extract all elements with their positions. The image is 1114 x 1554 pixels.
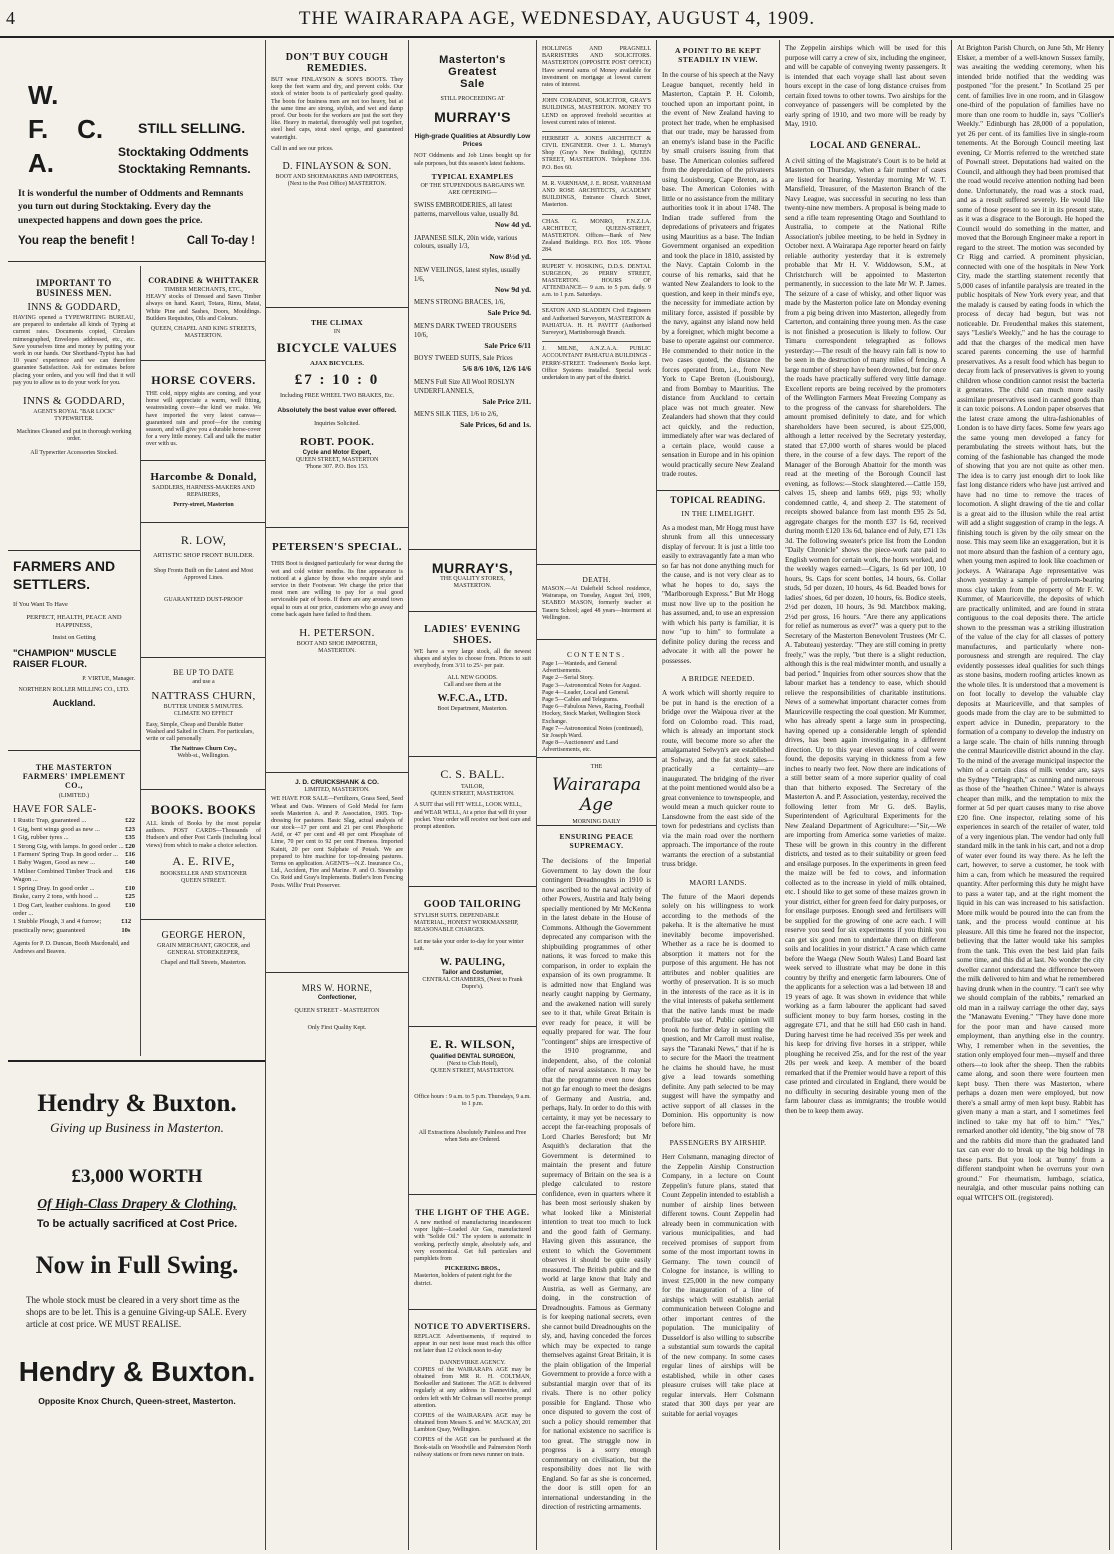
- petersen-ad: PETERSEN'S SPECIAL. THIS Boot is designed particularly for wear during the wet and cold winter months. Its fine appearance is noticed at a glance by those who require style and service in their Footwear. We charge the price that most men are willing to pay for a real good serviceable pair of boots. If there are any around town equal to ours at our price, customers who go away and come back again have failed to find them. H. PETERSON. BOOT AND SHOE IMPORTER, MASTERTON.: [266, 528, 408, 773]
- column-5: [657, 40, 780, 1550]
- sale-item-price: Now 8½d yd.: [489, 252, 531, 262]
- price-row: [13, 859, 135, 867]
- heron-ad: GEORGE HERON, GRAIN MERCHANT, GROCER, and GENERAL STOREKEEPER, Chapel and Hall Streets, Masterton.: [157, 930, 250, 967]
- steady-view-article: A POINT TO BE KEPT STEADILY IN VIEW. In the course of his speech at the Navy League banquet, recently held in Masterton, Captain P. H. Colomb, touched upon an important point, in the event of New Zealand having to protect her trade, when he emphasised that our trade, may be harassed from an enemy's island base in the Pacific by small cruisers issuing from that base. The American colonies suffered from the depredation of the privateers using Louisbourg, Cape Breton, as a base. The American Colonies with little or no assistance from the military authorities took it in about 1748. The Indian trade suffered from the depredations of privateers and frigates using Mauritius as a base. The Indian Government organised an expedition and took the place in 1810, assisted by the Navy. Captain Colomb in the course of his remarks, said that he wanted New Zealanders to look to the question, and keep in their mind's eye, the necessity for immediate action by military force, assisted if possible by the navy, against any island now held by a foreigner, which might become a base to operate against our commerce. He commended to their notice in the two cases quoted, the distance the forces operated from, i.e., from New York to Cape Breton (Louisbourg), and from Bombay to Mauritius. The distance from Auckland to certain place was not much greater. New Zealanders had shown that they could act quickly, and the reduction, immediately after war was declared of a certain place, would cause a sensation in Europe and in his opinion would practically secure New Zealand trade routes.: [662, 46, 774, 478]
- price-item-value: £25: [125, 893, 135, 901]
- price-item-value: £10: [125, 901, 135, 909]
- column-2: [266, 40, 409, 1550]
- price-item-value: £16: [125, 850, 135, 858]
- contents-list: [542, 661, 651, 754]
- price-row: [13, 826, 135, 834]
- price-item-value: £23: [125, 825, 135, 833]
- price-item-label: 1 Dog Cart, leather cushions. In good order ...: [13, 901, 111, 917]
- price-row: [13, 851, 135, 859]
- price-item-label: 1 Farmers' Spring Trap. In good order ...: [13, 850, 118, 858]
- contents-line: Page 3—Astronomical Notes for August.: [542, 682, 641, 689]
- light-of-age-ad: THE LIGHT OF THE AGE. A new method of manufacturing incandescent vapor light—Loaded Air Gas, manufactured with "Solide Oil." The system is automatic in working, perfectly simple, absolutely safe, and very economical. Get full particulars and pamphlets from PICKERING BROS., Masterton, holders of patent right for the district.: [409, 1195, 536, 1310]
- column-4: [537, 40, 657, 1550]
- price-item-label: 1 Milner Combined Timber Truck and Wagon ...: [13, 867, 113, 884]
- finlayson-ad: DON'T BUY COUGH REMEDIES. BUT wear FINLAYSON & SON'S BOOTS. They keep the feet warm and dry, and prevent colds. Our stock of winter boots is of particularly good quality. The boots for business men are not too heavy, but at the same time are strong, stylish, and wet and damp proof. Our boots for the workers are just the sort they like. Heavy in material, thoroughly well put together, steel heel caps, stout steel sprigs, and guaranteed watertight. Call in and see our prices. D. FINLAYSON & SON. BOOT AND SHOEMAKERS AND IMPORTERS, (Next to the Post Office) MASTERTON.: [266, 40, 408, 308]
- column-1: [8, 40, 266, 1550]
- price-row: [13, 893, 135, 901]
- price-item-value: £12 10s: [121, 918, 132, 934]
- sale-item: [414, 355, 531, 374]
- reap-benefit: You reap the benefit !: [18, 235, 135, 247]
- contents-line: Page 6—Fabulous News, Racing, Football Hockey, Stock Market, Wellington Stock Exchange.: [542, 704, 645, 725]
- horse-covers-ad: HORSE COVERS. THE cold, nippy nights are coming, and your horse will appreciate a warm, well fitting, weatresisting cover—the kind we make. We have imported the very latest canvas—guaranteed rain and proof—for the coming season, and will give you a durable horse-cover for a very little money. Call and talk the matter over with us.: [141, 361, 266, 461]
- sale-item-label: MEN'S STRONG BRACES, 1/6,: [414, 299, 505, 307]
- farmers-settlers-ad: FARMERS AND SETTLERS. If You Want To Have PERFECT, HEALTH, PEACE AND HAPPINESS, Insist on Getting "CHAMPION" MUSCLE RAISER FLOUR. P. VIRTUE, Manager. NORTHERN ROLLER MILLING CO., LTD. Auckland.: [8, 551, 140, 751]
- contents-line: Page 4—Leader, Local and General.: [542, 689, 630, 696]
- price-item-value: £16: [125, 867, 135, 875]
- price-row: [13, 902, 135, 919]
- horne-ad: MRS W. HORNE, Confectioner, QUEEN STREET - MASTERTON Only First Quality Kept.: [294, 983, 380, 1032]
- page-number: 4: [6, 8, 15, 28]
- sale-item-price: Sale Prices, 6d and 1s.: [460, 420, 531, 430]
- price-item-label: 1 Rustic Trap, guaranteed ...: [13, 817, 87, 825]
- harcombe-ad: Harcombe & Donald, SADDLERS, HARNESS-MAKERS AND REPAIRERS, Perry-street, Masterton: [141, 461, 266, 523]
- price-row: [13, 817, 135, 825]
- price-row: [13, 843, 135, 851]
- price-item-label: 1 Spring Dray. In good order ...: [13, 884, 95, 892]
- inns-goddard-ad: IMPORTANT TO BUSINESS MEN. INNS & GODDARD, HAVING opened a TYPEWRITING BUREAU, are prepared to undertake all kinds of Typing at current rates. Documents copied, Circulars mimeographed, Envelopes addressed, etc., etc. Save yourselves time and money by putting your work in our hands. Our Shorthand-Typist has had 10 years' experience and we can therefore guarantee Satisfaction. Ask for estimates before placing your orders, and you will find that it will pay you to allow us to do your work for you. INNS & GODDARD, AGENTS ROYAL "BAR LOCK" TYPEWRITER. Machines Cleaned and put in thorough working order. All Typewriter Accessories Stocked.: [8, 266, 140, 551]
- sale-item-price: Now 9d yd.: [494, 284, 531, 294]
- sale-item: [414, 379, 531, 406]
- sale-item-label: MEN'S DARK TWEED TROUSERS 10/6,: [414, 322, 517, 339]
- pauling-ad: GOOD TAILORING STYLISH SUITS. DEPENDABLE MATERIAL, HONEST WORKMANSHIP, REASONABLE CHARGES. Let me take your order to-day for your winter suit. W. PAULING, Tailor and Costumier, CENTRAL CHAMBERS, (Next to Frank Dupre's).: [409, 887, 536, 1027]
- price-row: [13, 885, 135, 893]
- price-item-label: Brake, carry 2 tons, with hood ...: [13, 893, 99, 901]
- still-selling: STILL SELLING.: [138, 120, 246, 136]
- contents-line: Page 8—Auctioneers' and Land Advertisements, etc.: [542, 740, 619, 754]
- price-item-label: 1 Baby Wagon, Good as new ...: [13, 859, 96, 867]
- contents-line: Page 5—Cables and Telegrams.: [542, 696, 619, 703]
- implement-co-ad: THE MASTERTON FARMERS' IMPLEMENT CO., (LIMITED.) HAVE FOR SALE- 1 Rustic Trap, guaranteed ... £22 1 Gig, bent wings good as new ... £23 1 Gig, rubber tyres ... £35 1 Strong Gig, with lamps. In good order ... £20 1 Farmers' Spring Trap. In good order ... £16 1 Baby Wagon, Good as new ... £40 1 Milner Combined Timber Truck and Wagon ... £16 1 Spring Dray. In good order ... £10 Brake, carry 2 tons, with hood ... £25 1 Dog Cart, leather cushions. In good order ... £10 1 Stubble Plough, 3 and 4 furrow; practically new; guaranteed £12 10s Agents for P. D. Duncan, Booth Macdonald, and Andrews and Beaven.: [13, 763, 135, 955]
- sale-item: [414, 411, 531, 430]
- column-3: [409, 40, 537, 1550]
- sale-item: [414, 299, 531, 318]
- hendry-buxton-ad: Hendry & Buxton. Giving up Business in Masterton. £3,000 WORTH Of High-Class Drapery & Clothing, To be actually sacrificed at Cost Price. Now in Full Swing. The whole stock must be cleared in a very short time as the shops are to be let. This is a genuine Giving-up SALE. Every article at cost price. WE MUST REALISE. Hendry & Buxton. Opposite Knox Church, Queen-street, Masterton.: [8, 1060, 266, 1548]
- price-row: [13, 868, 135, 885]
- sale-item-label: NEW VEILINGS, latest styles, usually 1/6,: [414, 267, 521, 283]
- climax-ad: THE CLIMAX IN BICYCLE VALUES AJAX BICYCLES. £7 : 10 : 0 Including FREE WHEEL TWO BRAKES, Etc. Absolutely the best value ever offered. Inquiries Solicited. ROBT. POOK. Cycle and Motor Expert, QUEEN STREET, MASTERTON 'Phone 307. P.O. Box 153.: [266, 308, 408, 528]
- sale-item-label: MEN'S Full Size All Wool ROSLYN UNDERFLANNELS,: [414, 378, 515, 395]
- price-item-value: £40: [125, 859, 135, 867]
- sale-item-price: Sale Price 2/11.: [482, 396, 531, 406]
- wfca-letters: W. F. C. A.: [28, 80, 104, 178]
- sale-item-price: Sale Price 6/11: [484, 340, 531, 350]
- column-1-right: [141, 266, 266, 1056]
- wfca-ad: [8, 40, 265, 262]
- newspaper-title: THE WAIRARAPA AGE, WEDNESDAY, AUGUST 4, 1909.: [298, 8, 816, 29]
- cruickshank-ad: J. D. CRUICKSHANK & CO. LIMITED, MASTERTON. WE HAVE FOR SALE—Fertilizers, Grass Seed, Seed Wheat and Oats. Winners of Gold Medal for farm seeds Masterton A. and P. Association, 1905. Top-dressing for pastures. Basic Slag, actual analysis of our stock—17 per cent and 21 per cent Phosphoric Acid, or 47 per cent and 49 per cent Phosphate of Lime, 70 per cent to 92 per cent Fineness. Imported Kainit, 20 per cent Sulphate of Potash. We are prepared to hire machine for top-dressing pastures. Terms on application. AGENTS—N.Z. Insurance Co., Ltd., Accident, Fire and Marine. P. and O. Steamship Co. Reid and Gray's Implements. Butler's Iron Fencing Posts. Willis' Fruit Preserver.: [266, 773, 408, 973]
- ladies-shoes-ad: LADIES' EVENING SHOES. WE have a very large stock, all the newest shapes and styles to choose from. Prices to suit everybody, from 3/11 to 25/- per pair. ALL NEW GOODS. Call and see them at the W.F.C.A., LTD. Boot Department, Masterton.: [409, 612, 536, 757]
- paper-flag: THE Wairarapa Age MORNING DAILY: [537, 758, 656, 826]
- price-row: [13, 918, 135, 935]
- sale-item-label: SWISS EMBROIDERIES, all latest patterns, marvellous value, usually 8d.: [414, 202, 519, 219]
- price-row: [13, 834, 135, 842]
- price-item-label: 1 Strong Gig, with lamps. In good order ...: [13, 842, 124, 850]
- professional-cards: HOLLINGS AND PRAGNELL BARRISTERS AND SOLICITORS. MASTERTON (OPPOSITE POST OFFICE) Have several sums of Money available for investment on mortgage at lowest current rates of interest. JOHN CORADINE, SOLICITOR, GRAY'S BUILDINGS, MASTERTON. MONEY TO LEND on approved freehold securities at lowest current rates of interest. HERBERT A. JONES ARCHITECT & CIVIL ENGINEER. Over J. L. Murray's Shop (Gray's New Building), QUEEN STREET, MASTERTON. Telephone 336. P.O. Box 60. M. R. VARNHAM, J. E. ROSE. VARNHAM AND ROSE ARCHITECTS, ACADEMY BUILDINGS, Entrance Church Street, Masterton. CHAS. G. MONRO, F.N.Z.I.A. ARCHITECT, QUEEN-STREET, MASTERTON. Offices—Bank of New Zealand Buildings. P.O. Box 105. 'Phone 284. RUPERT V. HOSKING, D.D.S. DENTAL SURGEON, 26 PERRY STREET, MASTERTON. HOURS OF ATTENDANCE— 9 a.m. to 5 p.m. daily. 9 a.m. to 1 p.m. Saturdays. SEATON AND SLADDEN Civil Engineers and Authorised Surveyors, MASTERTON & PAHIATUA. H. H. PAVITT (Authorised Surveyor), Martinborough Branch. J. MILNE, A.N.Z.A.A. PUBLIC ACCOUNTANT PAHIATUA BUILDINGS - PERRY-STREET. Tradesmen's Books kept. Office Systems installed. Special work undertaken in any part of the district.: [537, 40, 656, 565]
- sale-item-label: JAPANESE SILK, 20in wide, various colours, usually 1/3,: [414, 234, 518, 251]
- nattrass-ad: BE UP TO DATE and use a NATTRASS CHURN, BUTTER UNDER 5 MINUTES. CLIMATE NO EFFECT Easy, Simple, Cheap and Durable Butter Washed and Salted in Churn. For particulars, write or call personally The Nattrass Churn Coy., Webb-st., Wellington.: [141, 658, 266, 790]
- column-6: [780, 40, 952, 1550]
- call-today: Call To-day !: [186, 235, 255, 247]
- sale-item-label: MEN'S SILK TIES, 1/6 to 2/6,: [414, 411, 498, 419]
- masthead: [0, 0, 1114, 38]
- sale-item: [414, 323, 531, 350]
- sale-item: [414, 202, 531, 229]
- wfca-body: It is wonderful the number of Oddments and Remnants you turn out during Stocktaking. Every day the unexpected happens and down goes the price.: [18, 189, 244, 226]
- price-item-value: £35: [125, 834, 135, 842]
- price-item-label: 1 Stubble Plough, 3 and 4 furrow; practically new; guaranteed: [13, 918, 102, 934]
- local-general-body: A civil sitting of the Magistrate's Court is to be held at Masterton on Thursday, when a fair number of cases are listed for hearing. Yesterday morning Mr W. T. Mansfield, Treasurer, of the Masterton Branch of the Navy League, was successful in securing no less than twenty-nine new members. A proposal is being made to send a rifle team representing Otago and Southland to Australia, to compete at the National Rifle Association's jubilee meeting, to be held in Sydney in October next. A Wairarapa Age reporter heard on fairly reliable authority yesterday that it is extremely probable that Mr H. V. Widdowson, S.M., at Christchurch will be appointed to Masterton permanently, in succession to the late Mr W. P. James. The seizure of a case of whisky, and other liquor was made by the Masterton police late on Monday evening from a pig being driven into Masterton, allegedly from Carterton, and containing three young men. As the case is not finished a prosecution is likely to follow. Our Timaru correspondent telegraphed as follows yesterday:—The result of the heavy rain fall is now to be seen in the destruction of many miles of fencing. A large number of sheep have been drowned, but for once the roads have practically suffered very little damage. Excellent reports are being received by the promoters of the Wellington Farmers Meat Freezing Company as to the progress of the canvass for shareholders. The amount promised definitely to date, and for which shareholders have been secured, is about £25,000, although a letter received by the Secretary yesterday, stated that £7,000 worth of shares would be placed there, in the course of a few days. The report of the Manager of the Borough Abattoir for the month was read at the meeting of the Borough Council last evening, as follows:—Stock slaughtered.—Cattle 159, calves 15, sheep and lambs 669, pigs 93; wholly condemned cattle, 4, and sheep 2. The statement of receipts showed balance from last month £95 2s 5d, aggregate charges for the month £37 1s 6d, received during month £120 13s 6d, balance end of July, £71 13s 3d. The following sweater's price list from the London "Daily Chronicle" shows the piece-work rate paid to English women for certain work, the hours worked, and the weekly wages earned:—Cigars, 1s 6d per 100, 10 hours, 9s. Caps for scent bottles, 14 hours, 6s. Collar studs, 5d per dozen, 10 hours, 4s 6d. Beaded bows for ladies' shoes, 6d per dozen, 10 hours, 6s. Bodice steels, 2½d per dozen, 10 hours, 3s 9d. Matchbox making, 2½d per gross, 16 hours. "Are there any applications for relief as numerous as ever?" was a query put to the Secretary of the Masterton Benevolent Trustees (Mr C. A. Tabuteau) yesterday. "They are still coming in pretty freely," was the reply, "but there is a slight reduction, although this is the real midwinter month, and usually a bad period." Inquiries from other sources show that the labour market has a tendency to ease, which should relieve the responsibilities of charitable institutions. News of a somewhat important character comes from Mauriceville respecting the coal question. Mr Kummer, who has already spent a large sum in prospecting, having opened up a considerable length of splendid drives, has been again investigating in a different direction. Up to this year eleven seams of coal were found, the deposits varying in thickness from a few inches to nearly two feet. Now there are indications of a still better seam of a more superior quality of coal than that hitherto exposed. The Secretary of the Masterton A. and P. Association, yesterday, received the following letter from Mr G. deS. Baylis, Superintendent of Agricultural Experiments for the New Zealand Department of Agriculture:—"Sir,—We are importing from America some varieties of maize. These will be grown in this country in the different districts, and tested as to their suitability or green feed and ensilage purposes. In the experiments in green feed the maize will be fed to cows, and information collected as to the increase in yield of milk obtained, etc. I should like to get some of these maizes grown in your district, either for green feed for dairy purposes, or for ensilage purposes. Enough seed and fertilisers will be supplied for the growing of one acre each. I will reserve you seed for six experiments if you think you can get six good men to undertake them on different soils and localities in your district." A case which came before the Waega (New South Wales) Land Board last week served to illustrate what may be done in this country by thrifty and energetic farm labourers. One of the applicants for a selection was a lad between 18 and 19 years of age. It was shown in evidence that while working as a farm labourer the applicant had saved sufficient money to buy farm horses, costing in the aggregate £71, and that he still had £60 cash in hand. During harvest time he had received 35s per week and his keep for driving five horses in a stripper, while ploughing he received 25s, and for the rest of the year 20s per week and keep. A member of the board remarked that if the Premier would have a report of this case printed and circulated in England, there would be no difficulty in securing desirable young men of the farm labourer class as immigrants; the trouble would then be to keep them away.: [785, 156, 947, 1115]
- implement-list: [13, 817, 135, 935]
- death-notice: DEATH. MASON.—At Dalefield School residence, Wairarapa, on Tuesday, August 3rd, 1909, SEABEO MASON, formerly teacher at Taueru School; aged 48 years—Interment at Wellington.: [537, 565, 656, 640]
- ball-ad: C. S. BALL. TAILOR, QUEEN STREET, MASTERTON. A SUIT that will FIT WELL, LOOK WELL, and WEAR WELL, At a price that will fit your pocket. Your order will receive our best care and prompt attention.: [409, 757, 536, 887]
- contents-line: Page 7—Astronomical Notes (continued), Sir Joseph Ward.: [542, 725, 643, 739]
- murrays-sale-ad: Masterton's Greatest Sale STILL PROCEEDING AT MURRAY'S High-grade Qualities at Absurdly Low Prices NOT Oddments and Job Lines bought up for sale purposes, but this season's latest fashions. TYPICAL EXAMPLES OF THE STUPENDOUS BARGAINS WE ARE OFFERING— SWISS EMBROIDERIES, all latest patterns, marvellous value, usually 8d. Now 4d yd. JAPANESE SILK, 20in wide, various colours, usually 1/3, Now 8½d yd. NEW VEILINGS, latest styles, usually 1/6, Now 9d yd. MEN'S STRONG BRACES, 1/6, Sale Price 9d. MEN'S DARK TWEED TROUSERS 10/6, Sale Price 6/11 BOYS' TWEED SUITS, Sale Prices 5/6 8/6 10/6, 12/6 14/6 MEN'S Full Size All Wool ROSLYN UNDERFLANNELS, Sale Price 2/11. MEN'S SILK TIES, 1/6 to 2/6, Sale Prices, 6d and 1s.: [409, 40, 536, 550]
- sale-item-price: Sale Price 9d.: [487, 308, 531, 318]
- sale-item: [414, 267, 531, 294]
- editorial: ENSURING PEACE SUPREMACY. The decisions of the Imperial Government to lay down the four contingent Dreadnoughts in 1910 is now ascribed to the naval activity of other Powers, Austria and Italy being specially mentioned by Mr McKenna in the latest debate in the House of Commons. Although the Government deprecated any comparison with the shipbuilding programmes of other nations, it was forced to make this comparison, in order to explain the expansion of its own programme. It is admitted now that England was nearly caught napping by Germany, and the awakened nation will surely see to it that, while Great Britain is ever ready for peace, it will be equally prepared for war. The four "contingent" ships are irrespective of the 1910 programme, and independent, also, of the colonial offer of naval assistance. It may be that the programme even now does not go far enough to meet the designs of Germany and Austria, and, perhaps, Italy. In order to do this with certainty, it may yet be necessary to accept the far-reaching proposals of Lord Charles Beresford; but Mr Asquith's declaration that the Government is determined to maintain the present and future supremacy of Britain on the sea is a pledge calculated to restore confidence, even in quarters where it has been most seriously shaken by what looked like a Ministerial intention to treat too much to luck and the good faith of Germany. Having given this assurance, the extent to which the Government observes it should be quite easily measured. The British public and the world at large know that Italy and Austria, as well as Germany, are doing, in the construction of Dreadnoughts. Famous as Germany is for keeping national secrets, even she cannot build Dreadnoughts on the sly, and, having conceded the forces which may be expected to range themselves against Great Britain, it is the plain obligation of the Imperial Government to provide a force with a substantial margin over that of its rivals. There is no other policy possible for England. Those who once disputed to govern the cost of such a policy should remember that for national existence no sacrifice is too great. The struggle now in progress is a sorry enough commentary on civilisation, but the responsibility does not lie with England. So far as she is concerned, the door is still open for an international understanding in the direction of restricting armaments.: [542, 832, 651, 1511]
- contents: CONTENTS. Page 1—Wanteds, and General Advertisements. Page 2—Serial Story. Page 3—Astronomical Notes for August. Page 4—Leader, Local and General. Page 5—Cables and Telegrams. Page 6—Fabulous News, Racing, Football Hockey, Stock Market, Wellington Stock Exchange. Page 7—Astronomical Notes (continued), Sir Joseph Ward. Page 8—Auctioneers' and Land Advertisements, etc.: [537, 640, 656, 758]
- column-7: [952, 40, 1110, 1550]
- price-item-label: 1 Gig, rubber tyres ...: [13, 834, 69, 842]
- low-ad: R. LOW, ARTISTIC SHOP FRONT BUILDER. Shop Fronts Built on the Latest and Most Approved Lines. GUARANTEED DUST-PROOF: [141, 523, 266, 658]
- sale-items-list: [414, 202, 531, 430]
- newspaper-logo: Wairarapa Age: [551, 775, 642, 816]
- notice-advertisers: NOTICE TO ADVERTISERS. REPLACE Advertisements, if required to appear in our next issue must reach this office not later than 12 o'clock noon to-day DANNEVIRKE AGENCY. COPIES of the WAIRARAPA AGE may be obtained from MR R. H. COLTMAN, Bookseller and Stationer. The AGE is delivered regularly at any address in Dannevirke, and orders left with Mr Coltman will receive prompt attention. COPIES of the WAIRARAPA AGE may be obtained from Messrs S. and W. MACKAY, 201 Lambton Quay, Wellington. COPIES of the AGE can be purchased at the Book-stalls on Woodville and Palmerston North railway stations or from news runner on train.: [414, 1322, 531, 1458]
- sale-item: [414, 235, 531, 262]
- murrays-quality-ad: MURRAY'S, THE QUALITY STORES, MASTERTON.: [409, 550, 536, 612]
- sale-item-price: Now 4d yd.: [494, 219, 531, 229]
- sale-item-label: BOYS' TWEED SUITS, Sale Prices: [414, 355, 513, 363]
- airship-continued: The Zeppelin airships which will be used for this purpose will carry a crew of six, including the engineer, and will be capable of conveying twenty passengers. It is intended that each voyage shall last about seven hours except in the case of long distance cruises from certain fixed towns to other towns. Two airships for the conveyance of passengers will be completed by the early spring of 1910, and two more will be ready by May, 1910.: [785, 44, 946, 128]
- price-item-value: £20: [125, 842, 135, 850]
- topical-reading: TOPICAL READING. IN THE LIMELIGHT. As a modest man, Mr Hogg must have shrunk from all this unnecessary display of fervour. It is just a little too easily to extravagantly fate a man who so far has not done anything much for the cause, and is not very clear as to what he hopes to do, says the "Marlborough Express." But Mr Hogg must now live up to the position he has assumed, and, to use an expression with which his party is familiar, it is now "up to him" to formulate a definite policy during the recess and advocate it with all the power he possesses. A BRIDGE NEEDED. A work which will shortly require to be put in hand is the erection of a bridge over the Waipoua river at the ford on Colombo road. This road, which is already an important stock route, will become more so after the amalgamated Selwyn's are established at Solway, and the fat stock sales—practically a certainty—are inaugurated. The bridging of the river at the point mentioned would also be a great convenience to townspeople, and would mean a much quicker route to Lansdowne from the east side of the town for pedestrians and cyclists than via the main road over the northern approach. The importance of the route warrants the erection of a substantial truss bridge. MAORI LANDS. The future of the Maori depends solely on his willingness to work according to the methods of the pakeha. It is the alternative he must inevitably become impoverished. Whether as a race he is doomed to absorption it matters not for the purpose of this argument. He has not attributes and nobler qualities are worthy of preservation. It is so much in the interests of the race as it is in the vital interests of pakeha settlement that the native lands must be made profitable use of. Public opinion will brook no further delay in settling the question, and Mr Carroll must realise, says the "Taranaki News," that if he is to secure for the Maori the treatment he claims he should have, he must give a lead towards something definite. Any path selected to be may suggest will have the sympathy and active support of all classes in the Dominion. His opportunity is now before him. PASSENGERS BY AIRSHIP. Herr Colsmann, managing director of the Zeppelin Airship Construction Company, in a lecture on Count Zeppelin's future plans, stated that Count Zeppelin intended to establish a number of airship lines between different towns. Count Zeppelin had already been in communication with various municipalities, and had received promises of support from some of the most important towns in Germany. The town council of Cologne for instance, is willing to invest £25,000 in the new company for the inauguration of a line of airships which will establish aerial communication between Cologne and other important centres of the population. The municipality of Dusseldorf is also willing to subscribe a substantial sum towards the capital of the new company. In some cases regular lines of airships will be established, while in other cases pleasure cruises will take place at regular intervals. Herr Colsmann stated that 300 days per year are suitable for aerial voyages: [657, 490, 779, 1424]
- wilson-ad: E. R. WILSON, Qualified DENTAL SURGEON, (Next to Club Hotel), QUEEN STREET, MASTERTON. Office hours : 9 a.m. to 5 p.m. Thursdays, 9 a.m. to 1 p.m. All Extractions Absolutely Painless and Free when Sets are Ordered.: [409, 1027, 536, 1195]
- column-1-left: [8, 266, 141, 1056]
- contents-line: Page 2—Serial Story.: [542, 675, 594, 682]
- sale-item-price: 5/6 8/6 10/6, 12/6 14/6: [462, 364, 531, 374]
- stocktaking-text: Stocktaking Oddments Stocktaking Remnants.: [118, 145, 251, 176]
- price-item-label: 1 Gig, bent wings good as new ...: [13, 825, 100, 833]
- books-ad: BOOKS. BOOKS ALL kinds of Books by the most popular authors. POST CARDS—Thousands of Hudson's and other Post Cards (including local views) from which to make a choice selection. A. E. RIVE, BOOKSELLER AND STATIONER QUEEN STREET.: [141, 790, 266, 920]
- column-7-body: At Brighton Parish Church, on June 5th, Mr Henry Elsker, a member of a well-known Sussex family, was awaiting the wedding ceremony, when his intended bride notified that the wedding was postponed "for the present." In Scotland 25 per cent. of families live in one room, and in Glasgow one-third of the population of families have no more than one room to huddle in, says "Collier's Weekly." Edinburgh has 28,000 of a population, yet 26 per cent. of its families live in single-room tenements. At the Borough Council meeting last evening, Cr Morris referred to the wretched state of Pownall street. Deputations had waited on the Council, and although they had been promised that the road would receive attention nothing had been done. Unfortunately, the road was a stock road, and as a result suffered severely. He would like some of those present to see it in its present state, as it was a disgrace to the Borough. He hoped the Council would do something in the matter, and moved that the Borough Engineer make a report in regard to the street. The motion was seconded by Cr Rigg and carried. A prominent physician, connected with one of the hospitals in New York City, made the startling statement recently that 5,000 cases of infantile paralysis are treated in the public hospitals of New York every year, and that the malady is caused by eating foods in which the process of decay had begun, but was not noticeable. Dr. Freudenthal makes this statement, says "Leslie's Weekly," and he has the courage to add that the charges of the medical men have scared parents concerning the use of harmful preservatives. As a result food which has begun to decay from lack of preservatives is given to young children whose condition cannot resist the bacteria it generates. The child can much more easily assimilate preservatives used in canned goods than it can toxic poisons. A London paper observes that the latest craze among the ultra-fashionables of London is to have dirty faces. Some few years ago the same young men developed a fancy for perambulating the streets without hats, but the coming of the fashionable has changed the mode of showing that you are not quite as other men. The idea is to carry just enough dirt to look like fast long distance riders who have just arrived and have had no time to remove the traces of locomotion. A slight drawing of the tie and collar is a great aid to the illusion while the real artist will add a slight suggestion of cramp in the legs. A finishing touch is given by the oily smear on the nose. This may seem like an exaggeration, but it is not more absurd than the fashion of a century ago, when young men aspired to look like coachmen or jockeys. A Wairarapa Age representative was shown yesterday a sample of petroleum-bearing moss clay taken from the property of Mr F. W. Kummer, of Mauriceville, the deposits of which are practically unlimited, and are found in strata contiguous to the coal deposits there. The article shown to the pressman was a striking illustration of the value of the clay for all classes of pottery manufactures, and particularly where non-porousness and strength are required. The clay evidently possesses ideal qualities for such things as stone basins, modern roofing articles known as the whole tiles. It is understood that a movement is on foot locally to develop the valuable clay deposits at Mauriceville, and that samples of goods made from the clay are to be submitted to expert advice in Dunedin, preparatory to the formation of a company to develop the industry on a large scale. The chain of hills running through the central Mauriceville district abound in the clay. To the mind of the average municipal inspector the whim of a certain class of milk vendor are, says the Sydney "Telegraph," as cunning and numerous as those of the "heathen Chinee." Water is always cheaper than milk, and the temptation to mix the former at 5d per quart causes many to rise above £20 fine. One inspector, relating some of his experiences in search of the retailer of water, told of a very ingenious plan. The vendor had only full standard milk in the tank in his cart, and not a drop of water ever found its way there. As he left the cart, however, to serve a customer, he took with him a can, from which he measured the required quantity. After performing this duty he might have to pass a water tap, and at the right moment the liquid in his can was increased to his satisfaction. More milk would be poured into the can from the tank, and the process would continue at his pleasure. All this time he feared not the inspector, believing that the latter would take his samples from the tank. This even the best laid plan fails some time, and this did at last. No wonder the city dweller cannot understand the difference between the milk delivered to him and what he remembered having drunk when in the country. "I can't see why we should complain of the rabbits," remarked an old man in a railway carriage the other day, says the "Manawatu Evening." "They have done more for the poor man and have caused more employment, than anything else in the country. Why, I remember when in the seventies, the station only employed four men—myself and three others—to look after the sheep. Then the rabbits came along, and soon there were fourteen men kept busy. Then there was Masterton, where perhaps a dozen men were employed, but now there's a small army of men kept busy. Rabbit has given many a man a start, and I sometimes feel inclined to take my hat off to him." "Yes," remarked another old identity, "the big snow of '78 and the rabbits did more than the graduated land tax can ever do to break up the big holdings in these parts. But you look at 'bunny' from a different standpoint when he overruns your own ground." For rheumatism, lumbago, sciatica, neuralgia, and other muscular pains nothing can equal WITCH'S OIL (registered).: [957, 44, 1104, 1202]
- contents-line: Page 1—Wanteds, and General Advertisements.: [542, 661, 617, 675]
- coradine-ad: CORADINE & WHITTAKER TIMBER MERCHANTS, ETC., HEAVY stocks of Dressed and Sawn Timber always on hand. Kauri, Totara, Rimu, Matai, White Pine and Sashes, Doors, Mouldings. Builders Requisites, Oils and Colours. QUEEN, CHAPEL AND KING STREETS, MASTERTON.: [141, 266, 266, 361]
- price-item-value: £22: [125, 817, 135, 825]
- price-item-value: £10: [125, 884, 135, 892]
- local-general-heading: LOCAL AND GENERAL.: [810, 139, 921, 150]
